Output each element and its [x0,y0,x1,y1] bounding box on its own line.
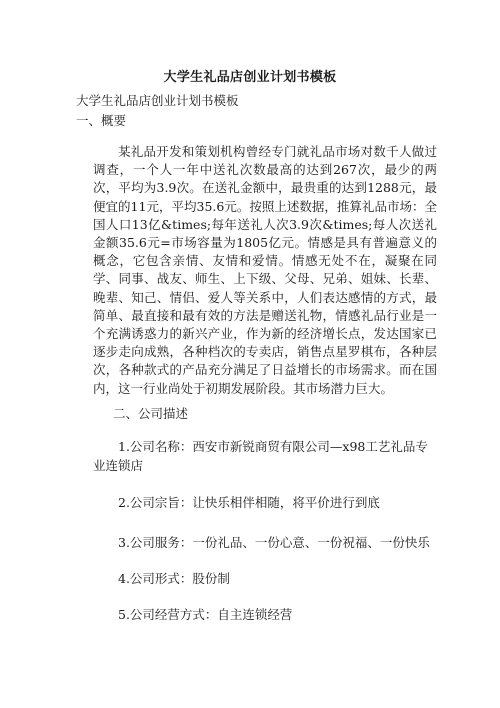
overview-paragraph: 某礼品开发和策划机构曾经专门就礼品市场对数千人做过调查，一个人一年中送礼次数最高的达到267次，最少的两次，平均为3.9次。在送礼金额中，最贵重的达到1288元，最便宜的11元，平均35.6元。按照上述数据，推算礼品市场：全国人口13亿&times;每年送礼人次3.9次&times;每人次送礼金额35.6元=市场容量为1805亿元。情感是具有普遍意义的概念，它包含亲情、友情和爱情。情感无处不在，凝聚在同学、同事、战友、师生、上下级、父母、兄弟、姐妹、长辈、晚辈、知己、情侣、爱人等关系中，人们表达感情的方式，最简单、最直接和最有效的方法是赠送礼物，情感礼品行业是一个充满诱惑力的新兴产业，作为新的经济增长点，发达国家已逐步走向成熟，各种档次的专卖店，销售点星罗棋布，各种层次，各种款式的产品充分满足了日益增长的市场需求。而在国内，这一行业尚处于初期发展阶段。其市场潜力巨大。 [93,144,437,396]
document-title: 大学生礼品店创业计划书模板 [163,70,337,85]
section-heading-overview: 一、概要 [76,113,127,128]
company-operation-item: 5.公司经营方式：自主连锁经营 [118,607,293,622]
company-service-item: 3.公司服务：一份礼品、一份心意、一份祝福、一份快乐 [118,535,430,550]
company-name-item: 1.公司名称：西安市新锐商贸有限公司—x98工艺礼品专业连锁店 [93,439,428,473]
document-subtitle: 大学生礼品店创业计划书模板 [76,93,239,108]
company-purpose-item: 2.公司宗旨：让快乐相伴相随，将平价进行到底 [118,495,380,510]
section-heading-company-description: 二、公司描述 [113,406,189,421]
company-form-item: 4.公司形式：股份制 [118,571,230,586]
